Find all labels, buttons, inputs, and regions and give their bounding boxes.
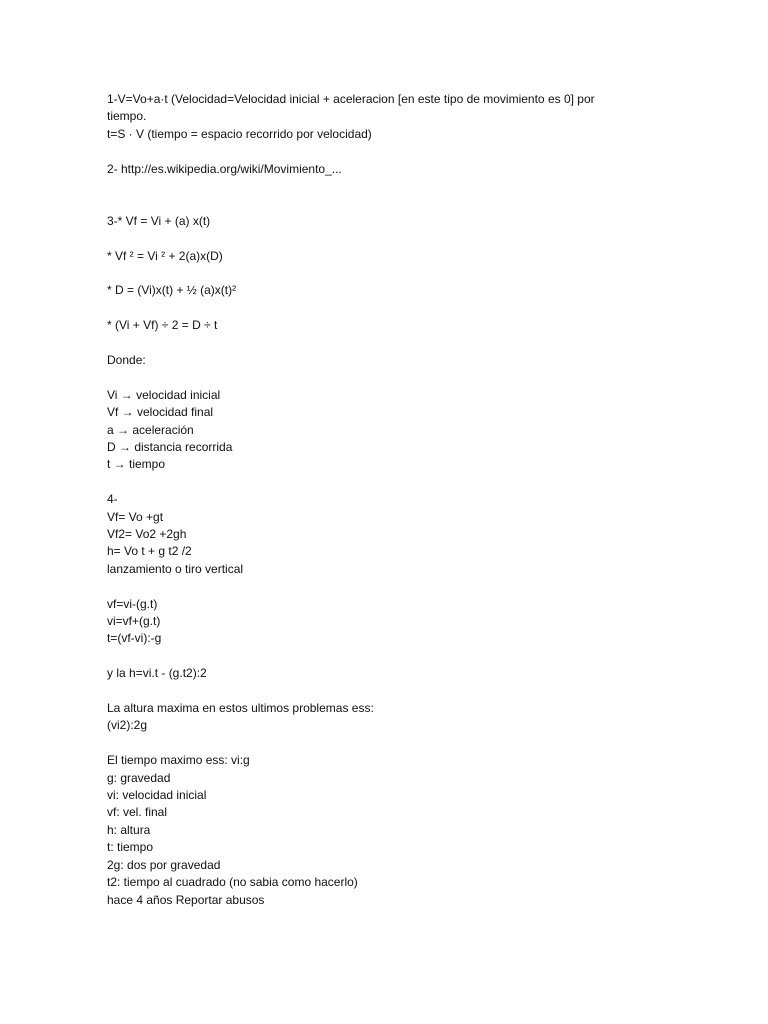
definition-line: t → tiempo: [107, 457, 166, 472]
legend-line: t: tiempo: [107, 840, 154, 855]
formula-line: y la h=vi.t - (g.t2):2: [107, 666, 207, 681]
footer-line: hace 4 años Reportar abusos: [107, 892, 265, 907]
section-header: 4-: [107, 492, 118, 507]
definition-line: Vf → velocidad final: [107, 405, 214, 420]
legend-line: h: altura: [107, 822, 151, 837]
formula-line: vi=vf+(g.t): [107, 614, 161, 629]
formula-line: h= Vo t + g t2 /2: [107, 544, 192, 559]
text-line: La altura maxima en estos ultimos problemas ess:: [107, 701, 374, 716]
legend-line: t2: tiempo al cuadrado (no sabia como hacerlo): [107, 875, 358, 890]
formula-line: t=(vf-vi):-g: [107, 631, 162, 646]
legend-line: g: gravedad: [107, 770, 171, 785]
legend-line: vf: vel. final: [107, 805, 168, 820]
formula-line: 3-* Vf = Vi + (a) x(t): [107, 213, 211, 228]
formula-line: vf=vi-(g.t): [107, 596, 158, 611]
definition-line: Vi → velocidad inicial: [107, 387, 221, 402]
definition-line: D → distancia recorrida: [107, 440, 233, 455]
definition-line: a → aceleración: [107, 422, 194, 437]
text-line: 1-V=Vo+a·t (Velocidad=Velocidad inicial + aceleracion [en este tipo de movimiento es 0] por: [107, 92, 595, 106]
text-line: t=S · V (tiempo = espacio recorrido por velocidad): [107, 126, 372, 141]
formula-line: * D = (Vi)x(t) + ½ (a)x(t)²: [107, 283, 237, 298]
text-line: tiempo.: [107, 109, 147, 124]
legend-line: 2g: dos por gravedad: [107, 857, 221, 872]
formula-line: (vi2):2g: [107, 718, 148, 733]
formula-line: * (Vi + Vf) ÷ 2 = D ÷ t: [107, 318, 218, 333]
donde-label: Donde:: [107, 353, 146, 367]
wikipedia-link-text: 2- http://es.wikipedia.org/wiki/Movimiento_...: [107, 161, 342, 176]
formula-line: Vf= Vo +gt: [107, 509, 164, 524]
text-line: El tiempo maximo ess: vi:g: [107, 753, 250, 768]
formula-line: Vf2= Vo2 +2gh: [107, 527, 187, 542]
legend-line: vi: velocidad inicial: [107, 788, 207, 803]
text-line: lanzamiento o tiro vertical: [107, 561, 244, 576]
formula-line: * Vf ² = Vi ² + 2(a)x(D): [107, 248, 223, 263]
answer-text: [107, 91, 647, 909]
